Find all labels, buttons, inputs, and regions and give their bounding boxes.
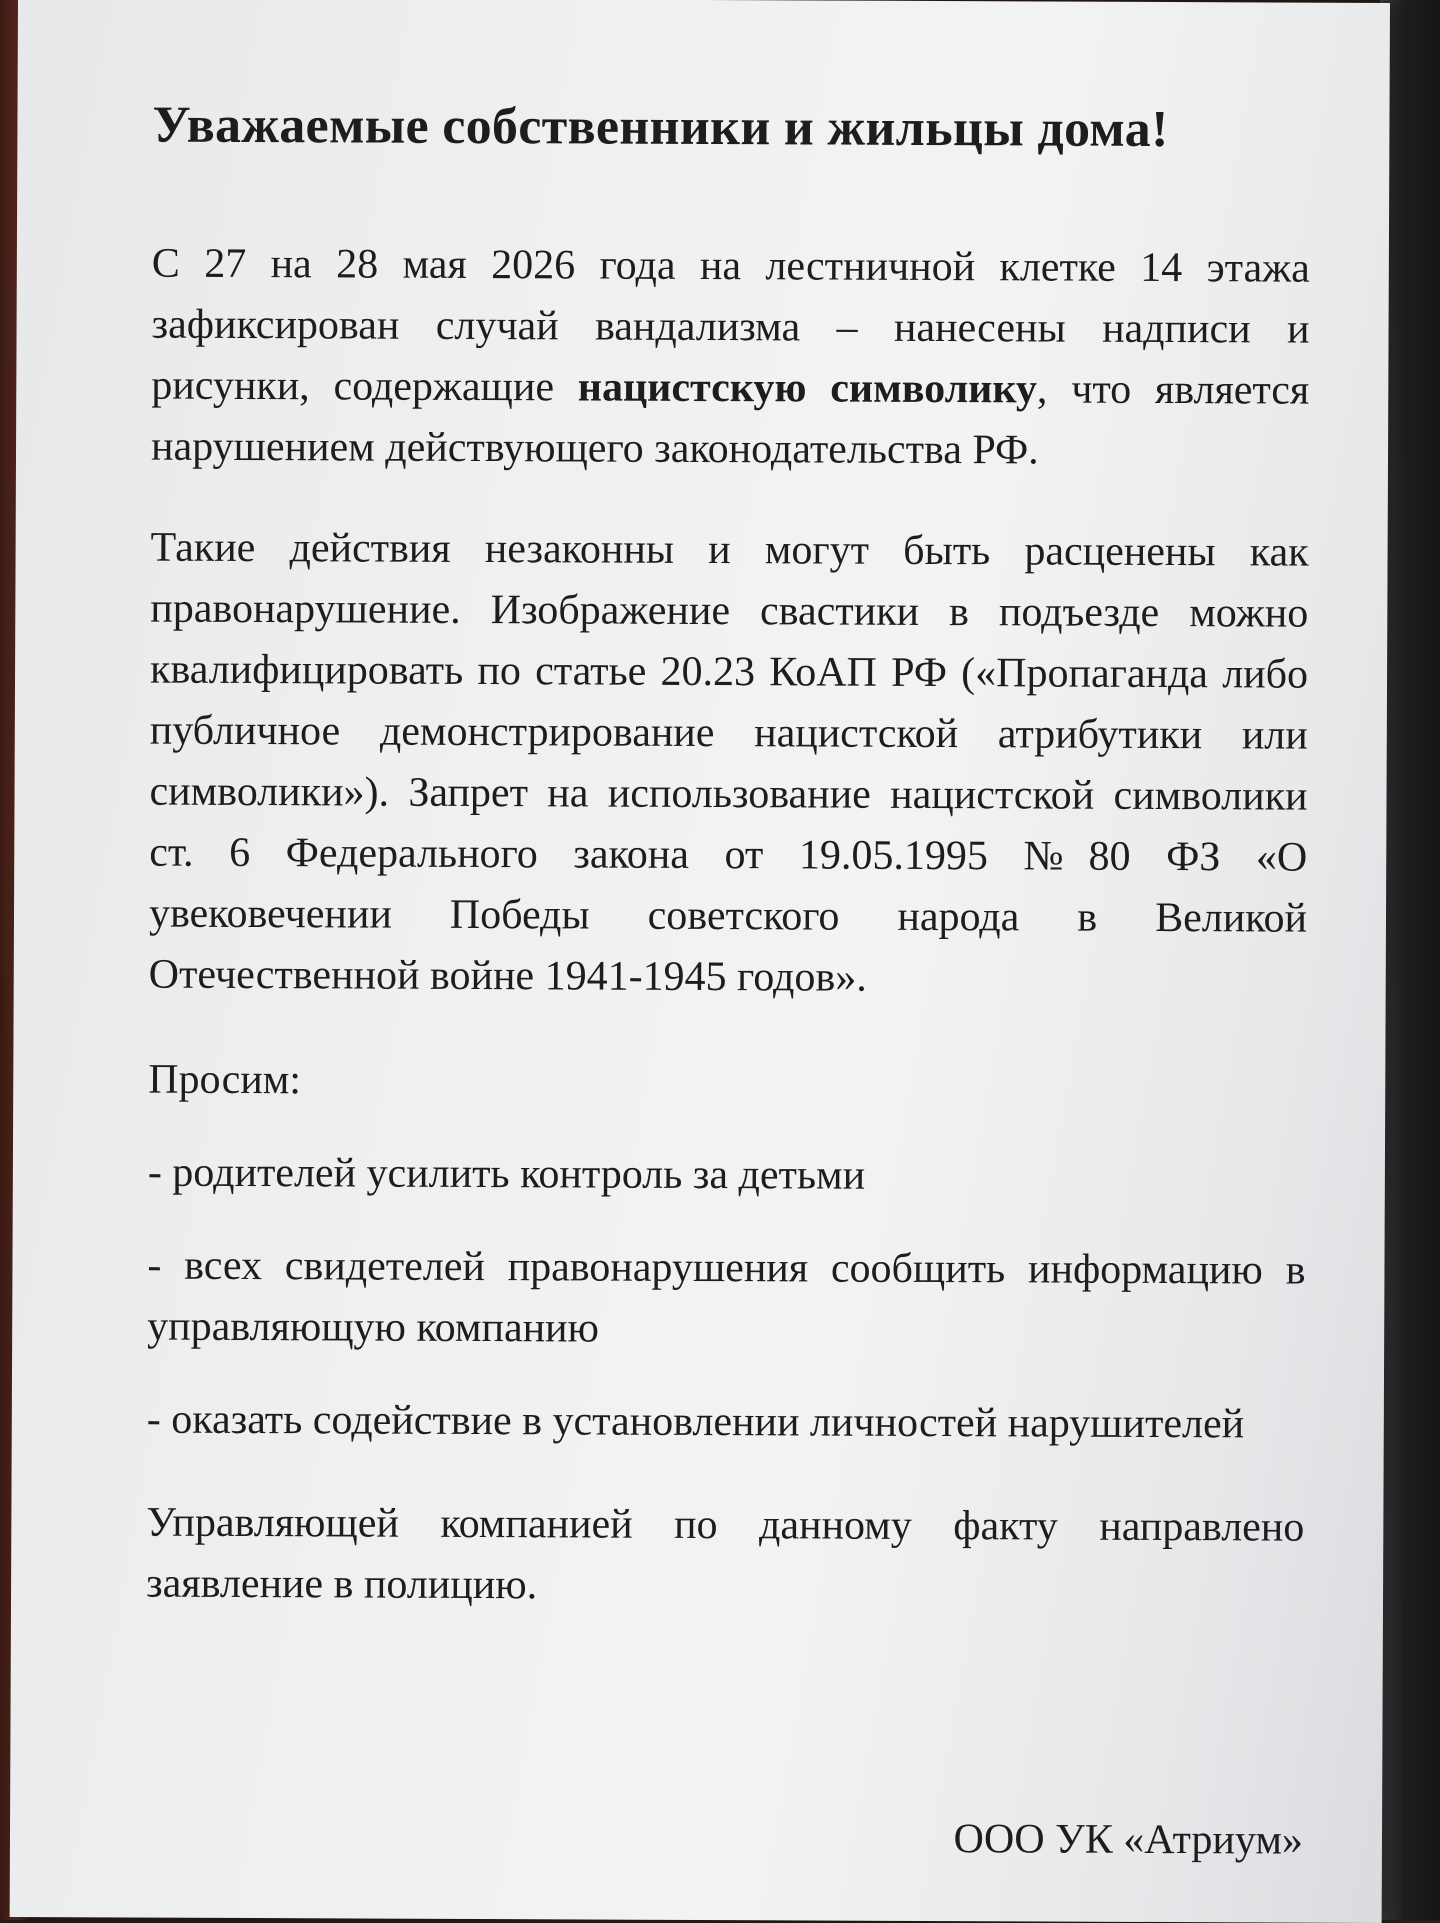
- incident-text-start: С 27 на 28 мая 2026 года на лестничной клетке 14 этажа зафиксирован случай вандализма – нанесены надписи и рисунки, содержащие: [151, 240, 1310, 411]
- paragraph-law: Такие действия незаконны и могут быть расценены как правонарушение. Изображение свастики в подъезде можно квалифицировать по статье 20.23 КоАП РФ («Пропаганда либо публичное демонстрирование нацистской атрибутики или символики»). Запрет на использование нацистской символики ст. 6 Федерального закона от 19.05.1995 №80 ФЗ «О увековечении Победы советского народа в Великой Отечественной войне 1941-1945 годов».: [148, 524, 1309, 1001]
- incident-text-bold: нацистскую символику: [577, 364, 1038, 413]
- signature: ООО УК «Атриум»: [953, 1816, 1304, 1864]
- incident-text-end: , что является нарушением действующего законодательства РФ.: [150, 366, 1310, 474]
- paragraph-incident: [151, 234, 1310, 483]
- request-item-parents: - родителей усилить контроль за детьми: [147, 1149, 866, 1199]
- dark-background-right: [1380, 0, 1440, 1920]
- request-item-witnesses: - всех свидетелей правонарушения сообщить информацию в управляющую компанию: [147, 1242, 1306, 1352]
- paragraph-closing: Управляющей компанией по данному факту направлено заявление в полицию.: [145, 1499, 1305, 1609]
- notice-body: [145, 90, 1311, 1864]
- paper-sheet: [10, 0, 1390, 1923]
- request-heading: Просим:: [148, 1056, 302, 1104]
- notice-title: Уважаемые собственники и жильцы дома!: [152, 96, 1169, 159]
- request-item-identify: - оказать содействие в установлении личностей нарушителей: [146, 1396, 1245, 1448]
